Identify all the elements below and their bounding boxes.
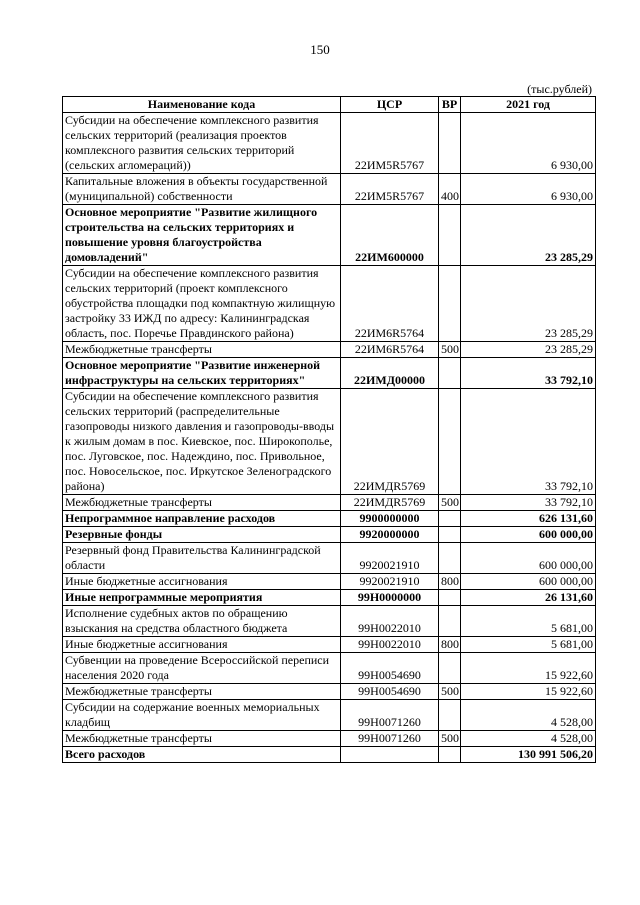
cell-vr bbox=[439, 389, 461, 495]
cell-amount: 4 528,00 bbox=[461, 731, 596, 747]
cell-name: Межбюджетные трансферты bbox=[63, 342, 341, 358]
cell-vr: 500 bbox=[439, 731, 461, 747]
table-row bbox=[63, 637, 596, 653]
cell-amount: 130 991 506,20 bbox=[461, 747, 596, 763]
cell-name: Межбюджетные трансферты bbox=[63, 731, 341, 747]
cell-vr: 500 bbox=[439, 684, 461, 700]
table-row bbox=[63, 266, 596, 342]
cell-code: 99Н0054690 bbox=[341, 684, 439, 700]
cell-amount: 23 285,29 bbox=[461, 205, 596, 266]
table-row bbox=[63, 700, 596, 731]
cell-name: Всего расходов bbox=[63, 747, 341, 763]
cell-amount: 15 922,60 bbox=[461, 653, 596, 684]
cell-name: Непрограммное направление расходов bbox=[63, 511, 341, 527]
cell-vr: 800 bbox=[439, 637, 461, 653]
cell-amount: 600 000,00 bbox=[461, 527, 596, 543]
cell-amount: 33 792,10 bbox=[461, 358, 596, 389]
cell-name: Субсидии на обеспечение комплексного развития сельских территорий (проект комплексного обустройства площадки под компактную жилищную застройку 33 ИЖД по адресу: Калининградская область, пос. Поречье Правдинского района) bbox=[63, 266, 341, 342]
cell-name: Исполнение судебных актов по обращению взыскания на средства областного бюджета bbox=[63, 606, 341, 637]
units-label: (тыс.рублей) bbox=[527, 82, 592, 96]
cell-amount: 23 285,29 bbox=[461, 342, 596, 358]
cell-amount: 5 681,00 bbox=[461, 637, 596, 653]
cell-name: Основное мероприятие "Развитие инженерной инфраструктуры на сельских территориях" bbox=[63, 358, 341, 389]
cell-name: Резервный фонд Правительства Калининградской области bbox=[63, 543, 341, 574]
header-vr: ВР bbox=[439, 97, 461, 113]
cell-vr bbox=[439, 590, 461, 606]
cell-code bbox=[341, 747, 439, 763]
table-row bbox=[63, 495, 596, 511]
cell-vr: 500 bbox=[439, 495, 461, 511]
cell-vr bbox=[439, 527, 461, 543]
table-row bbox=[63, 653, 596, 684]
cell-vr: 500 bbox=[439, 342, 461, 358]
cell-code: 9920021910 bbox=[341, 574, 439, 590]
cell-name: Межбюджетные трансферты bbox=[63, 684, 341, 700]
cell-vr bbox=[439, 266, 461, 342]
table-row bbox=[63, 174, 596, 205]
cell-amount: 23 285,29 bbox=[461, 266, 596, 342]
table-row bbox=[63, 590, 596, 606]
table-row bbox=[63, 389, 596, 495]
cell-code: 99Н0000000 bbox=[341, 590, 439, 606]
cell-vr bbox=[439, 511, 461, 527]
cell-name: Субвенции на проведение Всероссийской переписи населения 2020 года bbox=[63, 653, 341, 684]
table-row bbox=[63, 358, 596, 389]
cell-code: 99Н0071260 bbox=[341, 731, 439, 747]
table-row bbox=[63, 342, 596, 358]
header-name: Наименование кода bbox=[63, 97, 341, 113]
cell-amount: 600 000,00 bbox=[461, 543, 596, 574]
table-row bbox=[63, 731, 596, 747]
cell-vr bbox=[439, 606, 461, 637]
cell-code: 9920021910 bbox=[341, 543, 439, 574]
cell-name: Иные непрограммные мероприятия bbox=[63, 590, 341, 606]
cell-amount: 26 131,60 bbox=[461, 590, 596, 606]
cell-amount: 6 930,00 bbox=[461, 174, 596, 205]
cell-vr bbox=[439, 653, 461, 684]
table-row bbox=[63, 606, 596, 637]
cell-name: Субсидии на обеспечение комплексного развития сельских территорий (реализация проектов комплексного развития сельских территорий (сельских агломераций)) bbox=[63, 113, 341, 174]
cell-name: Субсидии на содержание военных мемориальных кладбищ bbox=[63, 700, 341, 731]
cell-amount: 15 922,60 bbox=[461, 684, 596, 700]
cell-code: 99Н0022010 bbox=[341, 637, 439, 653]
cell-code: 22ИМ5R5767 bbox=[341, 174, 439, 205]
cell-code: 99Н0054690 bbox=[341, 653, 439, 684]
table-row bbox=[63, 574, 596, 590]
table-row bbox=[63, 205, 596, 266]
cell-name: Иные бюджетные ассигнования bbox=[63, 574, 341, 590]
cell-code: 9900000000 bbox=[341, 511, 439, 527]
table-row bbox=[63, 543, 596, 574]
cell-code: 9920000000 bbox=[341, 527, 439, 543]
cell-code: 22ИМДR5769 bbox=[341, 495, 439, 511]
cell-amount: 4 528,00 bbox=[461, 700, 596, 731]
cell-code: 22ИМДR5769 bbox=[341, 389, 439, 495]
cell-name: Резервные фонды bbox=[63, 527, 341, 543]
table-row bbox=[63, 684, 596, 700]
cell-name: Субсидии на обеспечение комплексного развития сельских территорий (распределительные газопроводы низкого давления и газопроводы-вводы к жилым домам в пос. Киевское, пос. Широкополье, пос. Луговское, пос. Надеждино, пос. Привольное, пос. Новосельское, пос. Иркутское Зеленоградского района) bbox=[63, 389, 341, 495]
cell-vr bbox=[439, 747, 461, 763]
cell-amount: 33 792,10 bbox=[461, 495, 596, 511]
cell-amount: 5 681,00 bbox=[461, 606, 596, 637]
cell-vr: 400 bbox=[439, 174, 461, 205]
table-body bbox=[63, 113, 596, 763]
budget-table bbox=[62, 96, 596, 763]
cell-code: 22ИМ6R5764 bbox=[341, 342, 439, 358]
cell-code: 99Н0071260 bbox=[341, 700, 439, 731]
table-row bbox=[63, 511, 596, 527]
cell-vr bbox=[439, 205, 461, 266]
cell-code: 99Н0022010 bbox=[341, 606, 439, 637]
cell-amount: 600 000,00 bbox=[461, 574, 596, 590]
cell-name: Основное мероприятие "Развитие жилищного строительства на сельских территориях и повышение уровня благоустройства домовладений" bbox=[63, 205, 341, 266]
page-number: 150 bbox=[310, 42, 330, 57]
table-row bbox=[63, 527, 596, 543]
cell-code: 22ИМ6R5764 bbox=[341, 266, 439, 342]
table-row bbox=[63, 747, 596, 763]
header-year: 2021 год bbox=[461, 97, 596, 113]
cell-vr bbox=[439, 358, 461, 389]
cell-code: 22ИМ5R5767 bbox=[341, 113, 439, 174]
cell-amount: 33 792,10 bbox=[461, 389, 596, 495]
table-row bbox=[63, 113, 596, 174]
cell-amount: 626 131,60 bbox=[461, 511, 596, 527]
cell-amount: 6 930,00 bbox=[461, 113, 596, 174]
cell-vr bbox=[439, 543, 461, 574]
cell-code: 22ИМД00000 bbox=[341, 358, 439, 389]
table-header-row bbox=[63, 97, 596, 113]
cell-vr bbox=[439, 700, 461, 731]
header-csr: ЦСР bbox=[341, 97, 439, 113]
cell-name: Иные бюджетные ассигнования bbox=[63, 637, 341, 653]
cell-name: Межбюджетные трансферты bbox=[63, 495, 341, 511]
cell-vr: 800 bbox=[439, 574, 461, 590]
cell-code: 22ИМ600000 bbox=[341, 205, 439, 266]
cell-vr bbox=[439, 113, 461, 174]
cell-name: Капитальные вложения в объекты государственной (муниципальной) собственности bbox=[63, 174, 341, 205]
